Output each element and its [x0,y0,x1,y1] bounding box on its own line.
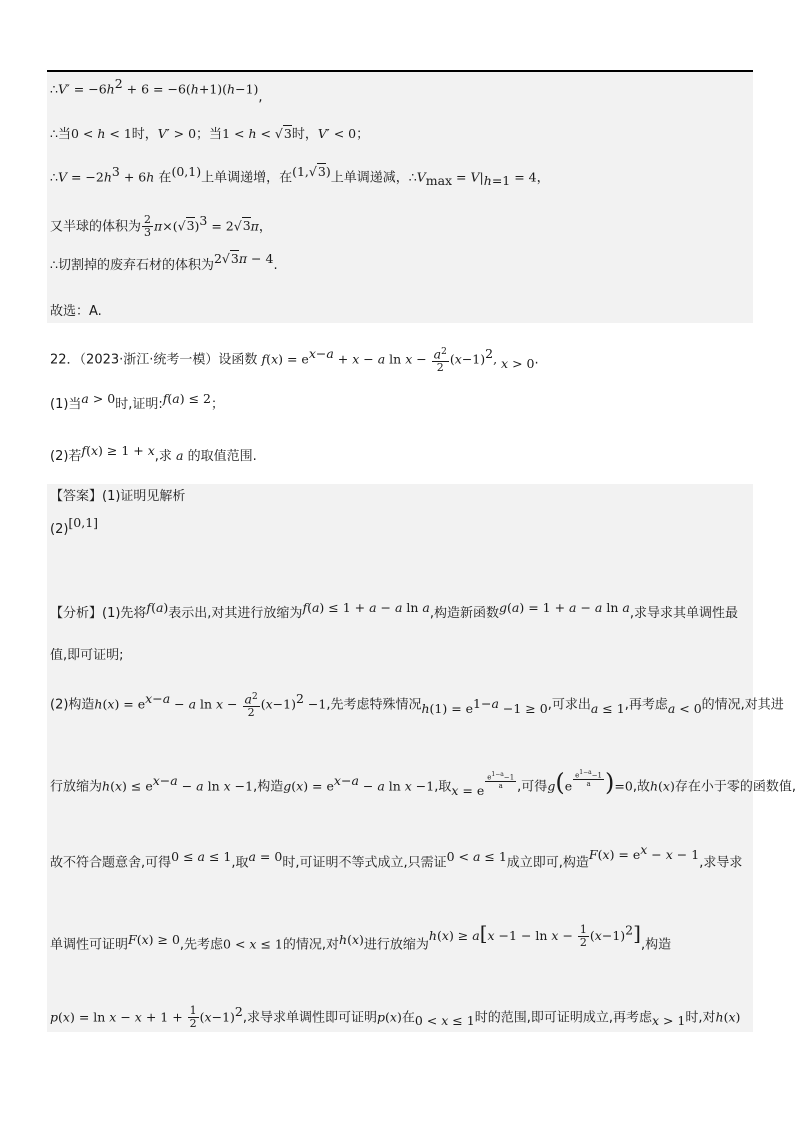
analysis-line-3: (2)构造$h(x) = e^{x-a} - a$ ln x − $\frac{a^2}{2}$ $(x-1)^2 -1$,先考虑特殊情况$h(1) = e^{1-a} -1 \ge 0$,可求出a ≤ 1,再考虑a < 0的情况,对其进 [50,691,784,720]
analysis-line-2: 值,即可证明; [50,648,124,663]
analysis-line-6: 单调性可证明F(x) ≥ 0,先考虑0 < x ≤ 1的情况,对h(x)进行放缩为h(x) ≥ a[x −1 − ln x − $\frac{1}{2}$ $(x-1)^2$],构造 [50,921,672,953]
answer-line-2: (2)[0,1] [50,515,99,537]
sol-line-2: ∴当0 < h < 1时，V′ > 0；当1 < h < √3时，V′ < 0； [50,126,370,142]
problem-stem: 22．（2023·浙江·统考一模）设函数 $f(x) = e^{x-a} + x - a$ ln x − $\frac{a^2}{2}$ $(x-1)^2$, x > 0. [50,346,539,375]
problem-part-2: (2)若f(x) ≥ 1 + x,求 a 的取值范围. [50,443,257,464]
problem-part-1: (1)当a > 0时,证明:f(a) ≤ 2； [50,391,225,412]
sol-line-5: ∴切割掉的废弃石材的体积为2√3π − 4. [50,251,278,273]
sol-line-6: 故选：A. [50,304,102,319]
analysis-line-4: 行放缩为$h(x) \le e^{x-a} - a$ ln x −1,构造$g(x) = e^{x-a} - a$ ln x −1,取x = e $\frac{e^{1-a}-1}{a}$ ,可得g(e $\frac{e^{1-a}-1}{a}$ )=0,故h(x)存在小于零的函数值, [50,768,797,799]
sol-line-3: ∴V = $-2h^3 + 6h$ 在(0,1)上单调递增，在(1,√3)上单调递减，$\therefore V_{max} = V|_{h=1} = 4$， [50,164,550,188]
sol-line-4: 又半球的体积为 $\frac{2}{3}$ $\pi\times(√3)^3 = 2√3\pi$， [50,213,272,240]
analysis-line-5: 故不符合题意舍,可得0 ≤ a ≤ 1,取a = 0时,可证明不等式成立,只需证0 < a ≤ 1成立即可,构造$F(x) = e^x - x - 1$,求导求 [50,842,743,871]
answer-line-1: 【答案】(1)证明见解析 [50,489,186,504]
analysis-line-7: p(x) = ln x − x + 1 + $\frac{1}{2}$ $(x-1)^2$,求导求单调性即可证明p(x)在0 < x ≤ 1时的范围,即可证明成立,再考虑x > 1时,对h(x) [50,1004,741,1031]
solution-shade [47,72,753,323]
sol-line-1: ∴V′ = $-6h^2 + 6 = -6(h+1)(h-1)$, [50,76,263,106]
analysis-line-1: 【分析】(1)先将f(a)表示出,对其进行放缩为f(a) ≤ 1 + a − a ln a,构造新函数g(a) = 1 + a − a ln a,求导求其单调性最 [50,600,738,621]
